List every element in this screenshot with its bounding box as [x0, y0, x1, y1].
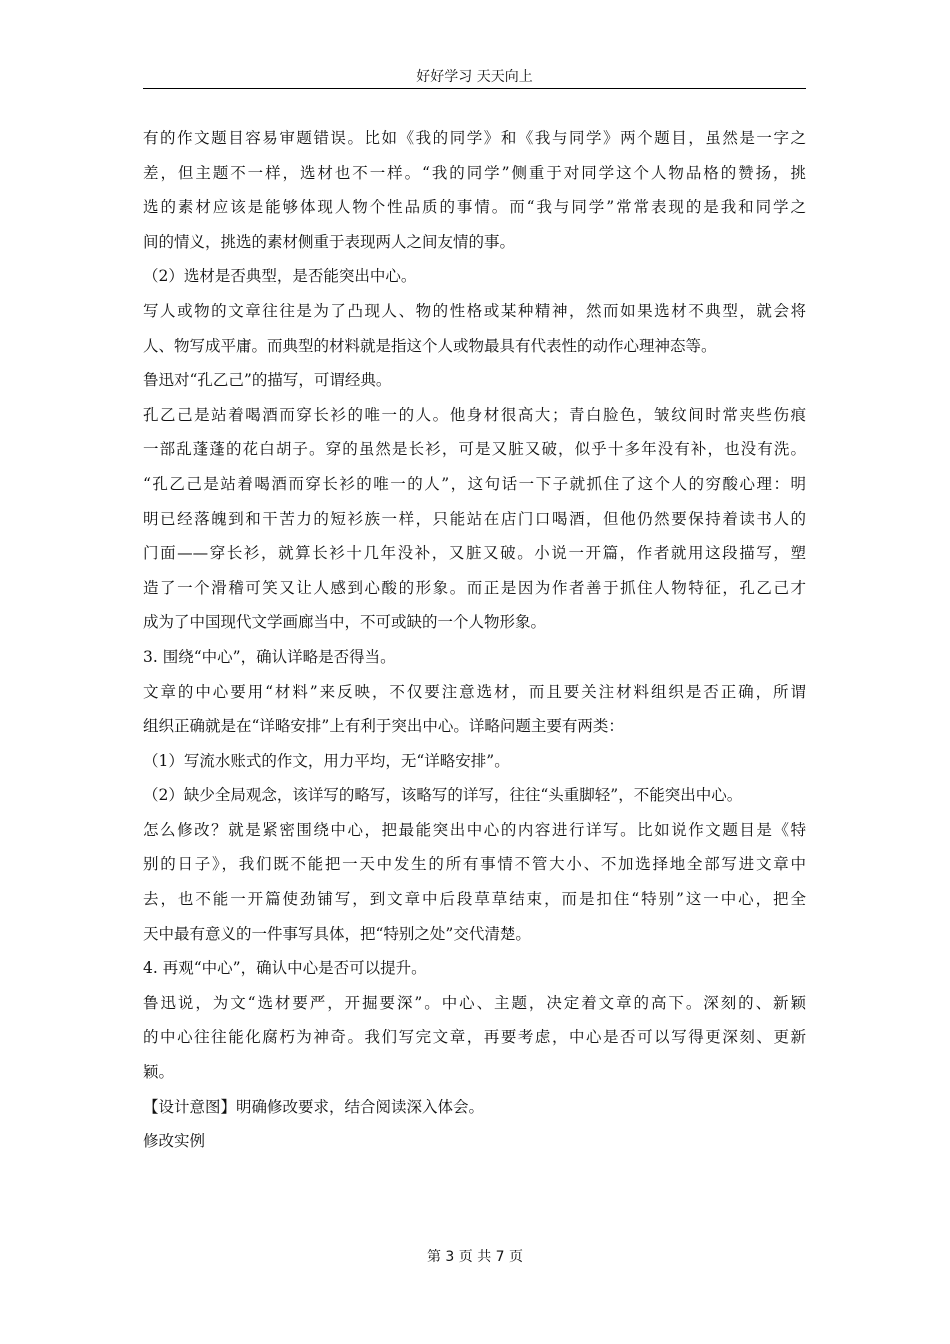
- text-line: 颖。: [143, 1063, 175, 1082]
- text-line: 别的日子》，我们既不能把一天中发生的所有事情不管大小、不加选择地全部写进文章中: [143, 855, 806, 874]
- text-line: 写人或物的文章往往是为了凸现人、物的性格或某种精神，然而如果选材不典型，就会将: [143, 301, 806, 320]
- text-line: 的中心往往能化腐朽为神奇。我们写完文章，再要考虑，中心是否可以写得更深刻、更新: [143, 1028, 806, 1047]
- text-line: 有的作文题目容易审题错误。比如《我的同学》和《我与同学》两个题目，虽然是一字之: [143, 129, 806, 147]
- text-line: 明已经落魄到和干苦力的短衫族一样，只能站在店门口喝酒，但他仍然要保持着读书人的: [143, 509, 806, 528]
- document-body: [143, 121, 806, 1159]
- text-line: 怎么修改？就是紧密围绕中心，把最能突出中心的内容进行详写。比如说作文题目是《特: [143, 820, 806, 839]
- text-line: 门面——穿长衫，就算长衫十几年没补，又脏又破。小说一开篇，作者就用这段描写，塑: [143, 544, 806, 563]
- text-line: 天中最有意义的一件事写具体，把“特别之处”交代清楚。: [143, 924, 531, 943]
- text-line: （1）写流水账式的作文，用力平均，无“详略安排”。: [143, 751, 510, 770]
- page-footer: 第 3 页 共 7 页: [426, 1249, 524, 1265]
- text-line: （2）缺少全局观念，该详写的略写，该略写的详写，往往“头重脚轻”，不能突出中心。: [143, 786, 743, 805]
- text-line: 鲁迅说，为文“选材要严，开掘要深”。中心、主题，决定着文章的高下。深刻的、新颖: [143, 993, 806, 1012]
- text-line: “孔乙己是站着喝酒而穿长衫的唯一的人”，这句话一下子就抓住了这个人的穷酸心理：明: [143, 474, 806, 493]
- text-line: 成为了中国现代文学画廊当中，不可或缺的一个人物形象。: [143, 613, 547, 632]
- text-line: 文章的中心要用“材料”来反映，不仅要注意选材，而且要关注材料组织是否正确，所谓: [143, 682, 806, 701]
- text-line: （2）选材是否典型，是否能突出中心。: [143, 267, 417, 286]
- text-line: 人、物写成平庸。而典型的材料就是指这个人或物最具有代表性的动作心理神态等。: [143, 336, 717, 355]
- text-line: 组织正确就是在“详略安排”上有利于突出中心。详略问题主要有两类：: [143, 717, 624, 736]
- text-line: 修改实例: [143, 1132, 206, 1151]
- page-header: 好好学习 天天向上: [416, 69, 533, 85]
- text-line: 4. 再观“中心”，确认中心是否可以提升。: [143, 959, 427, 978]
- text-line: 去，也不能一开篇使劲铺写，到文章中后段草草结束，而是扣住“特别”这一中心，把全: [143, 890, 806, 909]
- text-line: 孔乙己是站着喝酒而穿长衫的唯一的人。他身材很高大；青白脸色，皱纹间时常夹些伤痕: [143, 405, 806, 424]
- text-line: 造了一个滑稽可笑又让人感到心酸的形象。而正是因为作者善于抓住人物特征，孔乙己才: [143, 578, 806, 597]
- text-line: 3. 围绕“中心”，确认详略是否得当。: [143, 647, 396, 666]
- text-line: 差，但主题不一样，选材也不一样。“我的同学”侧重于对同学这个人物品格的赞扬，挑: [143, 163, 806, 182]
- text-line: 一部乱蓬蓬的花白胡子。穿的虽然是长衫，可是又脏又破，似乎十多年没有补，也没有洗。: [143, 440, 806, 459]
- text-line: 鲁迅对“孔乙己”的描写，可谓经典。: [143, 371, 392, 390]
- text-line: 选的素材应该是能够体现人物个性品质的事情。而“我与同学”常常表现的是我和同学之: [143, 198, 806, 217]
- text-line: 【设计意图】明确修改要求，结合阅读深入体会。: [143, 1097, 485, 1116]
- header-rule: [143, 88, 806, 89]
- text-line: 间的情义，挑选的素材侧重于表现两人之间友情的事。: [143, 232, 516, 251]
